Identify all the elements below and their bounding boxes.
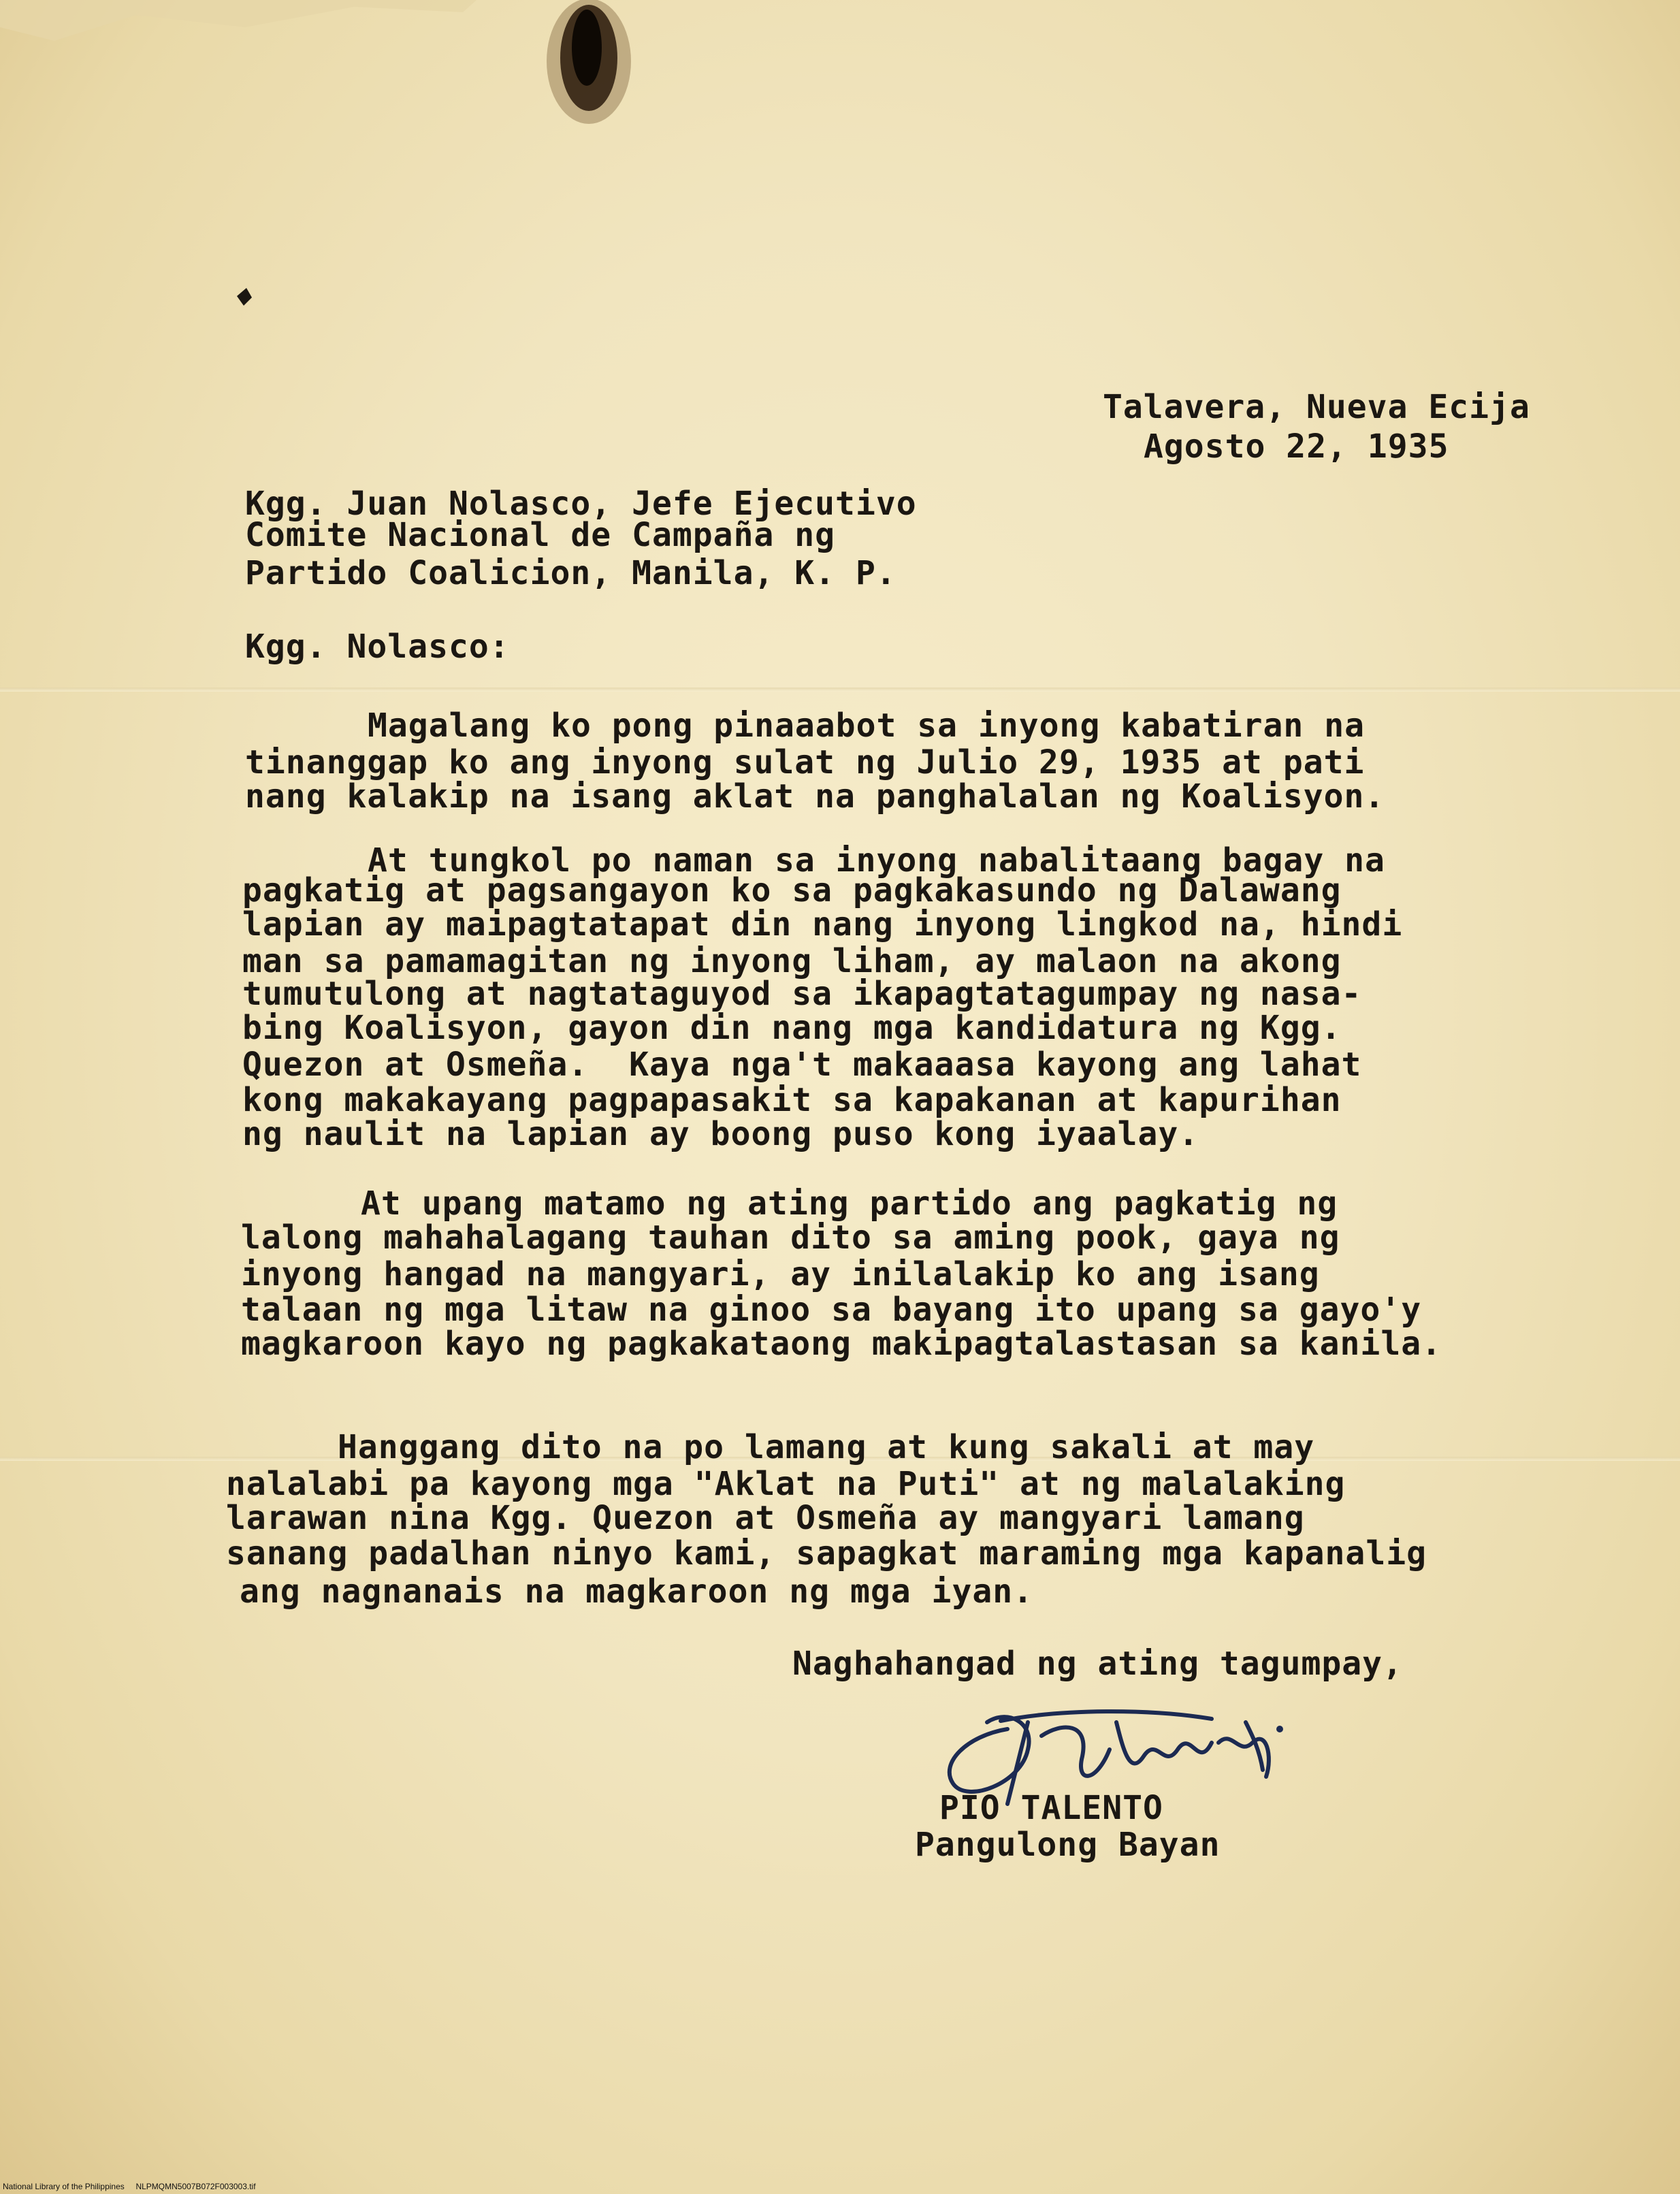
- salutation: Kgg. Nolasco:: [245, 628, 510, 666]
- body-line: sanang padalhan ninyo kami, sapagkat maraming mga kapanalig: [226, 1534, 1427, 1572]
- body-line: lapian ay maipagtatapat din nang inyong lingkod na, hindi: [242, 905, 1403, 943]
- closing-line: Naghahangad ng ating tagumpay,: [792, 1645, 1403, 1683]
- body-line: tumutulong at nagtataguyod sa ikapagtatagumpay ng nasa-: [242, 975, 1362, 1013]
- recipient-line: Kgg. Juan Nolasco, Jefe Ejecutivo: [245, 485, 917, 523]
- paper-fold-line: [0, 688, 1680, 692]
- footer-filename: NLPMQMN5007B072F003003.tif: [135, 2182, 256, 2191]
- body-line: ang nagnanais na magkaroon ng mga iyan.: [240, 1572, 1034, 1611]
- body-line: Magalang ko pong pinaaabot sa inyong kabatiran na: [368, 707, 1366, 745]
- body-line: nalalabi pa kayong mga "Aklat na Puti" at ng malalaking: [226, 1465, 1346, 1503]
- body-line: nang kalakip na isang aklat na panghalalan ng Koalisyon.: [245, 777, 1385, 816]
- body-line: inyong hangad na mangyari, ay inilalakip ko ang isang: [241, 1255, 1320, 1293]
- signer-title: Pangulong Bayan: [915, 1826, 1221, 1864]
- body-line: talaan ng mga litaw na ginoo sa bayang ito upang sa gayo'y: [241, 1291, 1422, 1329]
- archive-footer: [3, 2181, 256, 2192]
- body-line: larawan nina Kgg. Quezon at Osmeña ay mangyari lamang: [226, 1499, 1305, 1537]
- body-line: magkaroon kayo ng pagkakataong makipagtalastasan sa kanila.: [241, 1325, 1442, 1363]
- torn-edge-mark: [0, 0, 476, 82]
- place-line: Talavera, Nueva Ecija: [1103, 388, 1530, 426]
- body-line: lalong mahahalagang tauhan dito sa aming pook, gaya ng: [241, 1219, 1340, 1257]
- burn-hole-mark: [538, 0, 640, 136]
- body-line: tinanggap ko ang inyong sulat ng Julio 29, 1935 at pati: [245, 743, 1365, 781]
- signer-name: PIO TALENTO: [939, 1789, 1163, 1827]
- body-line: bing Koalisyon, gayon din nang mga kandidatura ng Kgg.: [242, 1009, 1342, 1047]
- recipient-line: Comite Nacional de Campaña ng: [245, 516, 836, 554]
- body-line: Quezon at Osmeña. Kaya nga't makaaasa kayong ang lahat: [242, 1046, 1362, 1084]
- footer-credit: National Library of the Philippines: [3, 2182, 125, 2191]
- ink-blot-mark: [231, 283, 259, 310]
- body-line: ng naulit na lapian ay boong puso kong iyaalay.: [242, 1115, 1199, 1153]
- body-line: Hanggang dito na po lamang at kung sakali at may: [338, 1428, 1315, 1466]
- body-line: pagkatig at pagsangayon ko sa pagkakasundo ng Dalawang: [242, 871, 1342, 909]
- body-line: At upang matamo ng ating partido ang pagkatig ng: [361, 1184, 1338, 1223]
- body-line: At tungkol po naman sa inyong nabalitaang bagay na: [368, 841, 1385, 880]
- date-line: Agosto 22, 1935: [1144, 427, 1449, 466]
- body-line: kong makakayang pagpapasakit sa kapakanan at kapurihan: [242, 1081, 1342, 1119]
- recipient-line: Partido Coalicion, Manila, K. P.: [245, 554, 896, 592]
- body-line: man sa pamamagitan ng inyong liham, ay malaon na akong: [242, 942, 1342, 980]
